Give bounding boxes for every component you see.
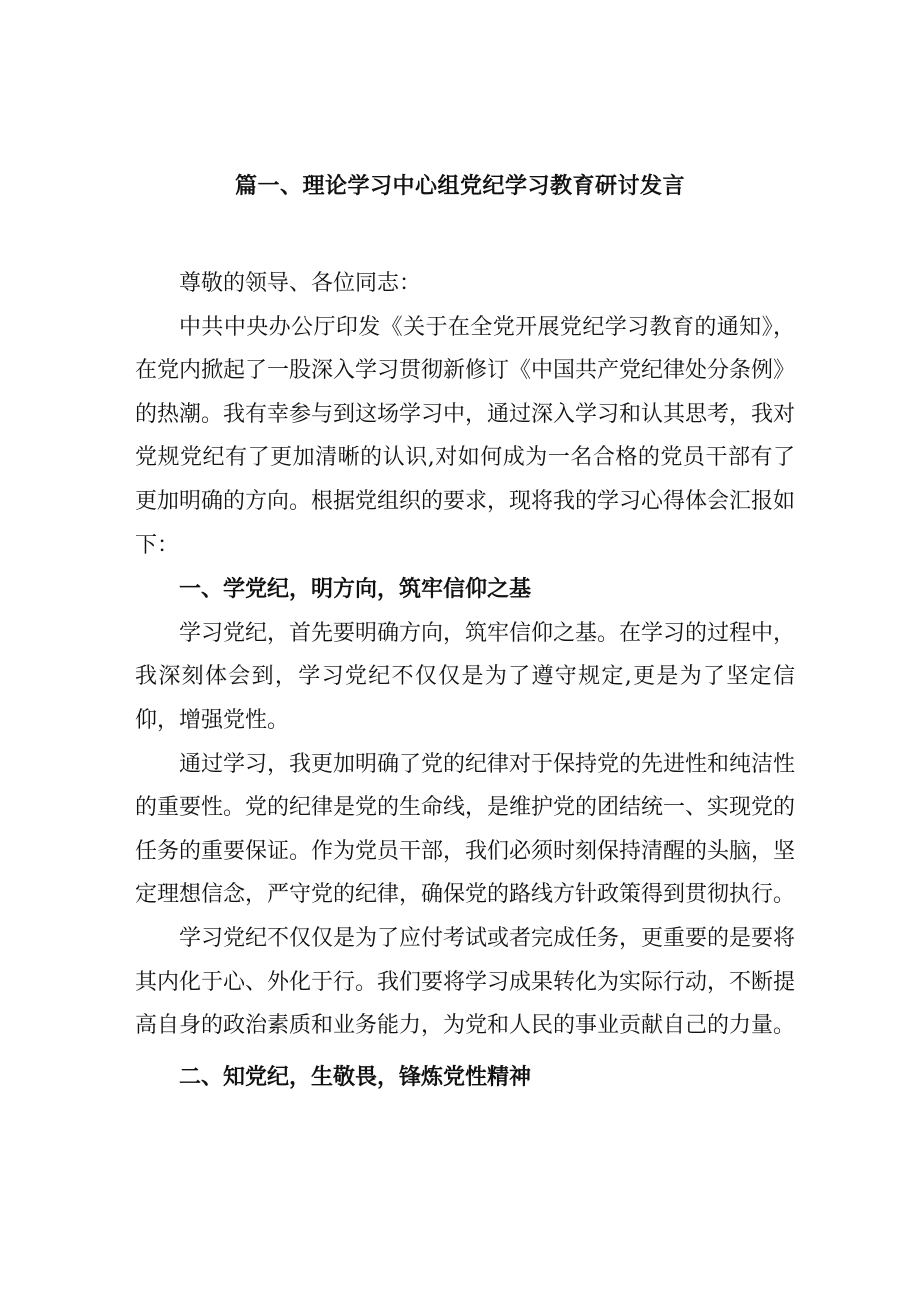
body-paragraph: 学习党纪，首先要明确方向，筑牢信仰之基。在学习的过程中，我深刻体会到，学习党纪不仅仅是为了遵守规定,更是为了坚定信仰，增强党性。 xyxy=(135,620,796,733)
document-body xyxy=(135,262,795,1099)
document-title: 篇一、理论学习中心组党纪学习教育研讨发言 xyxy=(234,173,685,199)
salutation-paragraph: 尊敬的领导、各位同志： xyxy=(179,271,422,296)
body-paragraph: 学习党纪不仅仅是为了应付考试或者完成任务，更重要的是要将其内化于心、外化于行。我们要将学习成果转化为实际行动，不断提高自身的政治素质和业务能力，为党和人民的事业贡献自己的力量。 xyxy=(135,925,796,1039)
intro-paragraph: 中共中央办公厅印发《关于在全党开展党纪学习教育的通知》，在党内掀起了一股深入学习贯彻新修订《中国共产党纪律处分条例》的热潮。我有幸参与到这场学习中，通过深入学习和认其思考，我对党规党纪有了更加清晰的认识,对如何成为一名合格的党员干部有了更加明确的方向。根据党组织的要求，现将我的学习心得体会汇报如下： xyxy=(135,314,796,558)
section-heading-1: 一、学党纪，明方向，筑牢信仰之基 xyxy=(179,576,532,603)
section-heading-2: 二、知党纪，生敬畏，锋炼党性精神 xyxy=(179,1063,532,1090)
body-paragraph: 通过学习，我更加明确了党的纪律对于保持党的先进性和纯洁性的重要性。党的纪律是党的生命线，是维护党的团结统一、实现党的任务的重要保证。作为党员干部，我们必须时刻保持清醒的头脑，坚定理想信念，严守党的纪律，确保党的路线方针政策得到贯彻执行。 xyxy=(135,751,796,908)
